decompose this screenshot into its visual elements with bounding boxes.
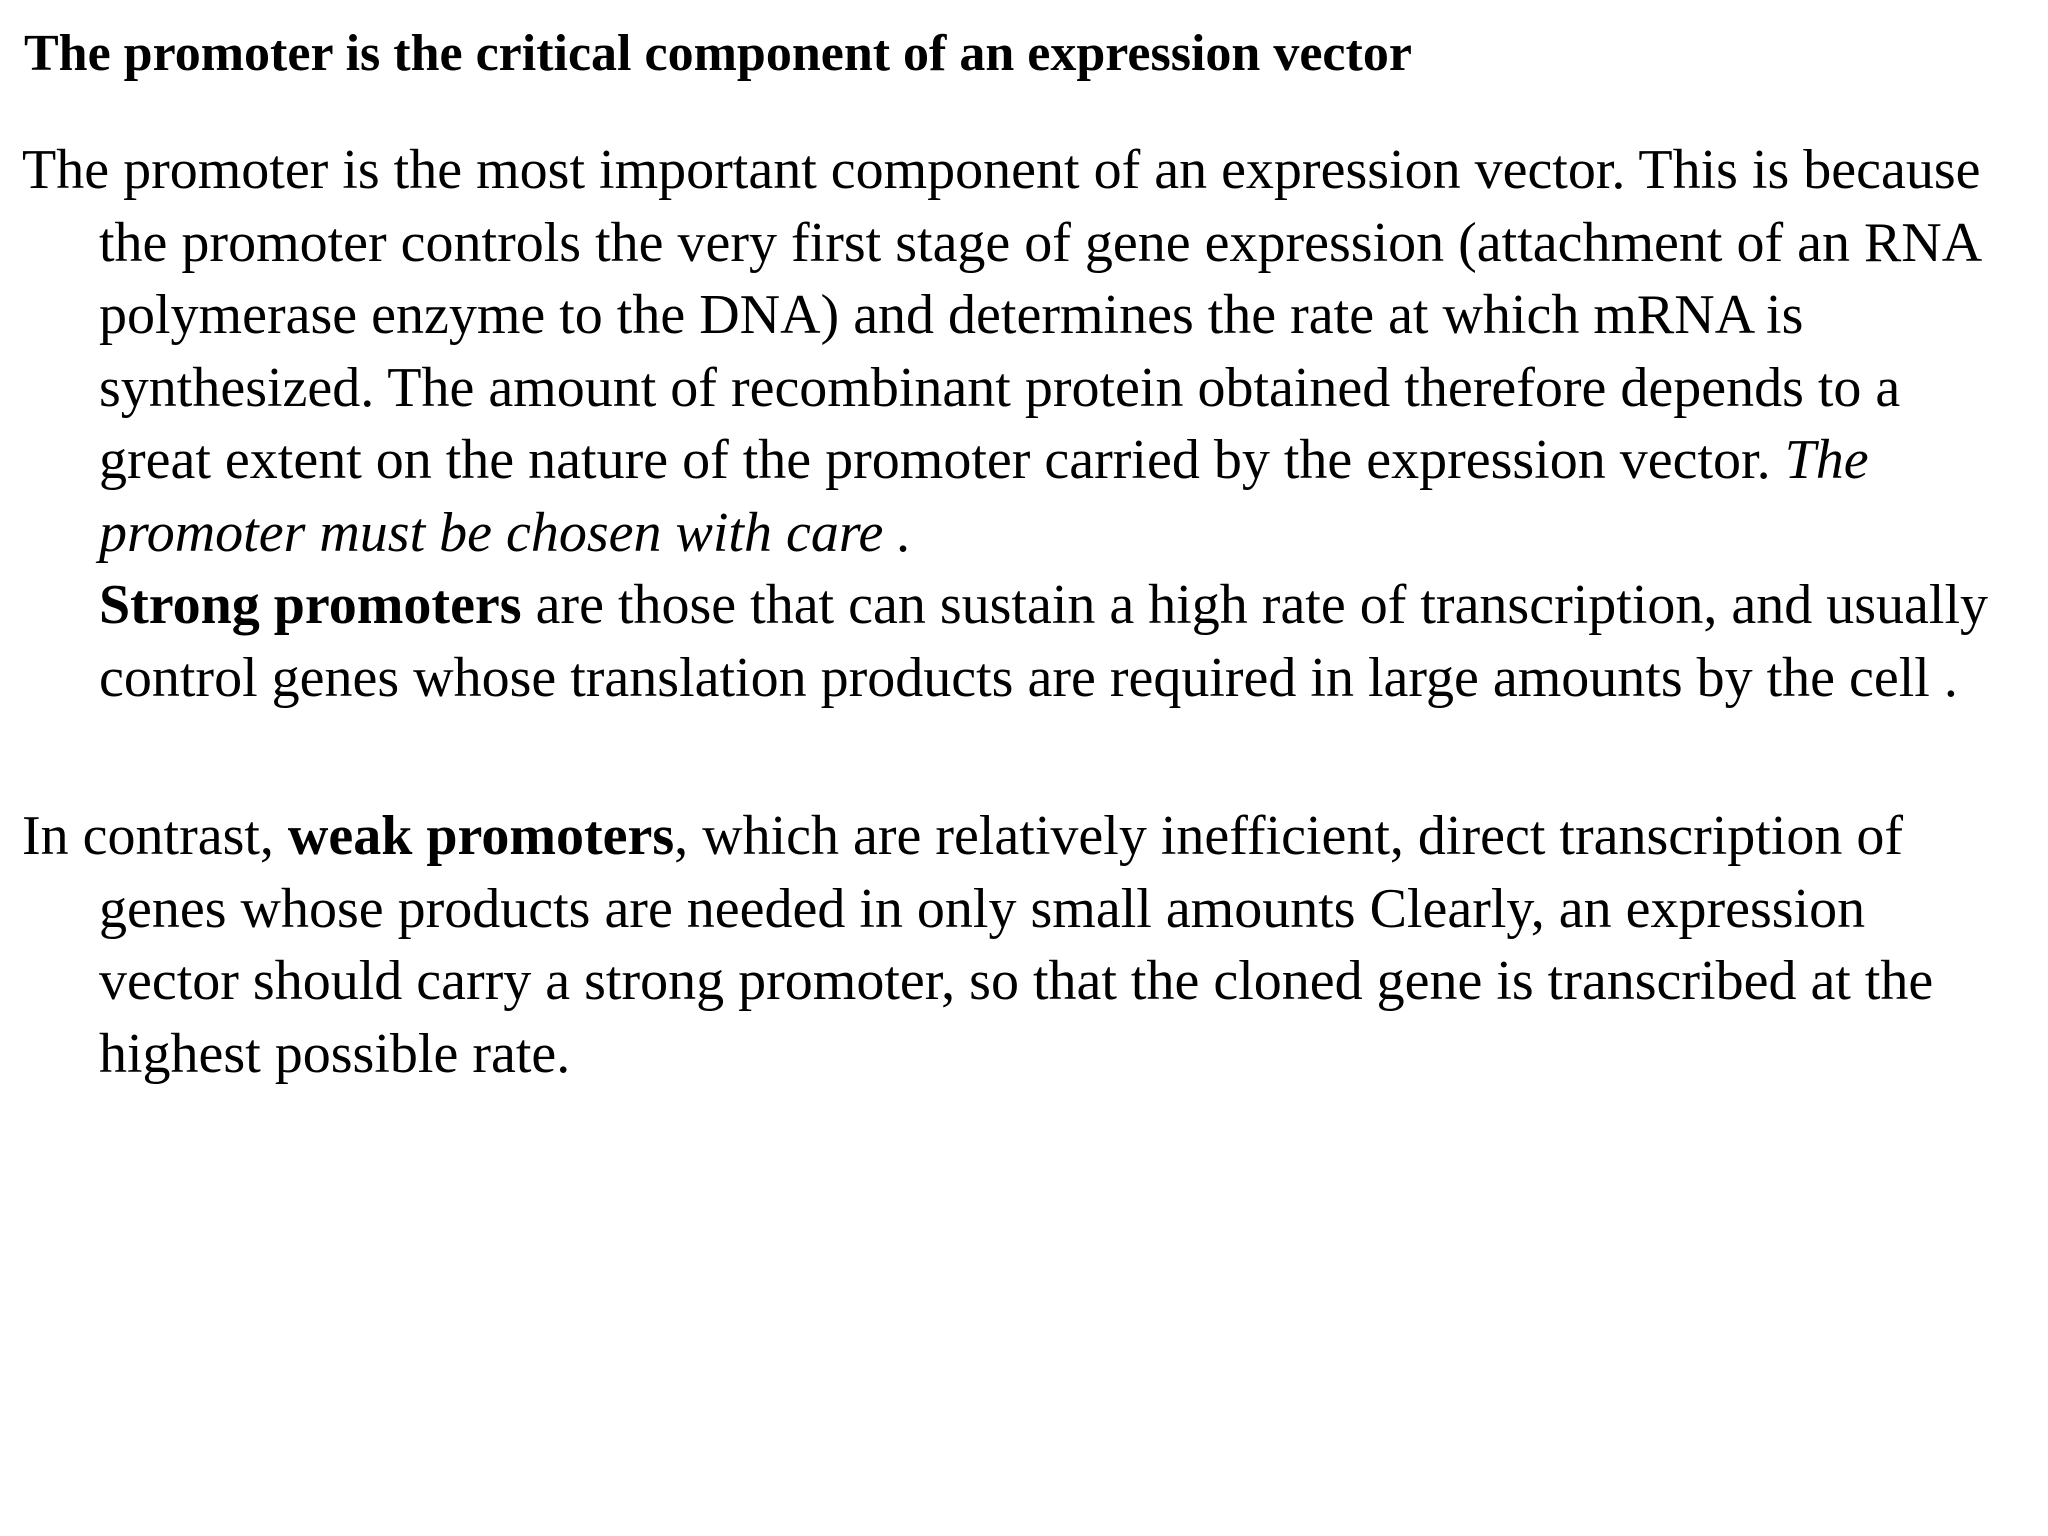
paragraph-text: are those that can sustain a high rate of transcription, and usually control genes whose translation products are required in large amounts by the cell .: [99, 574, 1989, 709]
paragraph-text: In contrast,: [22, 805, 288, 867]
paragraph-text: , which are relatively inefficient, direct transcription of genes whose products are needed in only small amounts Clearly, an expression vector should carry a strong promoter, so that the cloned gene is transcribed at the highest possible rate.: [99, 805, 1934, 1085]
paragraph-weak-promoters: [22, 800, 2012, 1090]
paragraph-text: The promoter is the most important component of an expression vector. This is because the promoter controls the very first stage of gene expression (attachment of an RNA polymerase enzyme to the DNA) and determines the rate at which mRNA is synthesized. The amount of recombinant protein obtained therefore depends to a great extent on the nature of the promoter carried by the expression vector.: [22, 139, 1981, 491]
paragraph-promoter-importance: [22, 134, 2012, 714]
bold-term-strong-promoters: Strong promoters: [99, 574, 522, 636]
bold-term-weak-promoters: weak promoters: [287, 805, 675, 867]
slide-title: The promoter is the critical component of an expression vector: [24, 25, 1412, 82]
italic-emphasis: The promoter must be chosen with care .: [99, 429, 1869, 564]
